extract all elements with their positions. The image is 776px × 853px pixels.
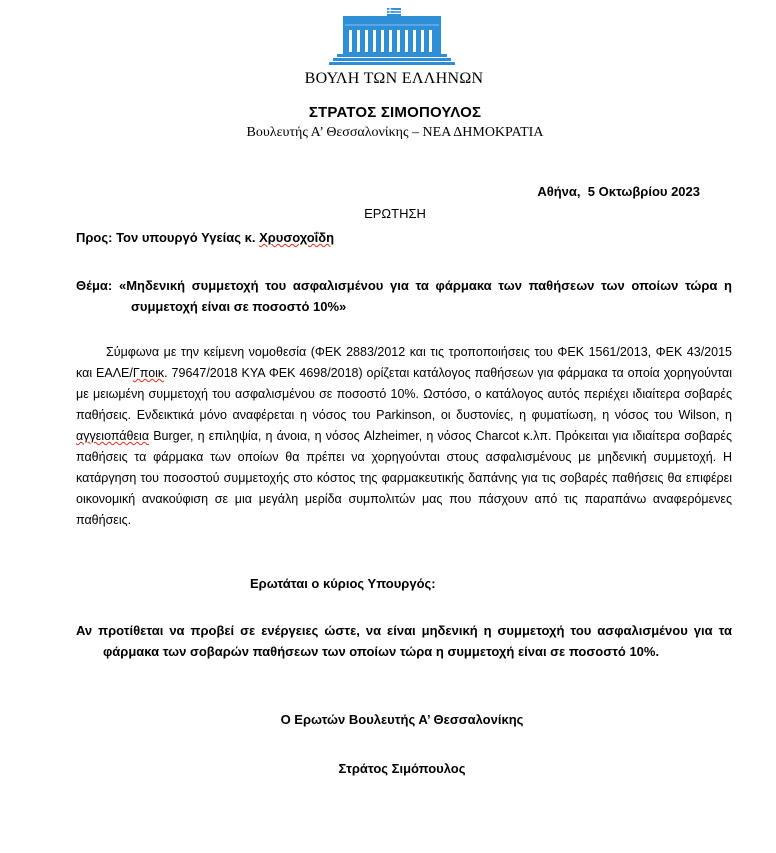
- signature-title: Ο Ερωτών Βουλευτής Α’ Θεσσαλονίκης: [280, 712, 524, 727]
- question-block: [76, 620, 732, 662]
- body-part-5: Burger, η επιληψία, η άνοια, η νόσος Alzheimer, η νόσος Charcot κ.λπ. Πρόκειται για ιδιαίτερα σοβαρές παθήσεις τα φάρμακα των οποίων θα πρέπει να χορηγούνται στους ασφαλισμένους με μηδενική συμμετοχή. Η κατάργηση του ποσοστού συμμετοχής στο κόστος της φαρμακευτικής δαπάνης για τις σοβαρές παθήσεις θα επιφέρει οικονομική ανακούφιση σε μια μεγάλη μερίδα συμπολιτών μας που πάσχουν από τις παραπάνω αναφερόμενες παθήσεις.: [76, 429, 732, 527]
- recipient-name: Χρυσοχοΐδη: [259, 230, 335, 245]
- body-part-3: . 79647/2018 ΚΥΑ ΦΕΚ 4698/2018) ορίζεται κατάλογος παθήσεων για φάρμακα τα οποία χορηγούνται με μειωμένη συμμετοχή του ασφαλισμένου σε ποσοστό 10%. Ωστόσο, ο κατάλογος αυτός περιέχει ιδιαίτερα σοβαρές παθήσεις. Ενδεικτικά μόνο αναφέρεται η νόσος του Parkinson, οι δυστονίες, η φυματίωση, η νόσος του Wilson, η: [76, 366, 732, 422]
- body-part-2: Γποικ: [132, 366, 165, 380]
- question-line-2: φάρμακα των σοβαρών παθήσεων των οποίων τώρα η συμμετοχή είναι σε ποσοστό 10%.: [103, 644, 660, 659]
- question-heading: Ερωτάται ο κύριος Υπουργός:: [250, 576, 436, 591]
- recipient-line: [76, 230, 334, 245]
- subject-block: [76, 275, 732, 317]
- document-type: ΕΡΩΤΗΣΗ: [364, 206, 426, 221]
- subject-line-2: συμμετοχή είναι σε ποσοστό 10%»: [131, 299, 347, 314]
- document-date: Αθήνα, 5 Οκτωβρίου 2023: [537, 184, 700, 199]
- question-line-1: Αν προτίθεται να προβεί σε ενέργειες ώστε, να είναι μηδενική η συμμετοχή του ασφαλισμένου για τα: [76, 623, 732, 638]
- parliament-name: ΒΟΥΛΗ ΤΩΝ ΕΛΛΗΝΩΝ: [304, 70, 484, 87]
- hellenic-parliament-logo-icon: [327, 6, 457, 68]
- signature-name: Στράτος Σιμόπουλος: [338, 761, 466, 776]
- subject-label: Θέμα:: [76, 278, 113, 293]
- recipient-prefix: Προς: Τον υπουργό Υγείας κ.: [76, 230, 260, 245]
- body-part-1: Σύμφωνα με την κείμενη νομοθεσία (ΦΕΚ 2883/2012 και τις τροποποιήσεις του ΦΕΚ 1561/2013, ΦΕΚ 43/2015 και ΕΑΛΕ/: [76, 345, 732, 380]
- body-paragraph: [76, 342, 732, 531]
- mp-title: Βουλευτής Α’ Θεσσαλονίκης – ΝΕΑ ΔΗΜΟΚΡΑΤΙΑ: [246, 125, 544, 140]
- body-part-4: αγγειοπάθεια: [76, 429, 150, 443]
- mp-name: ΣΤΡΑΤΟΣ ΣΙΜΟΠΟΥΛΟΣ: [308, 104, 482, 121]
- subject-line-1: «Μηδενική συμμετοχή του ασφαλισμένου για τα φάρμακα των παθήσεων των οποίων τώρα η: [119, 278, 732, 293]
- subject-text: [76, 275, 732, 317]
